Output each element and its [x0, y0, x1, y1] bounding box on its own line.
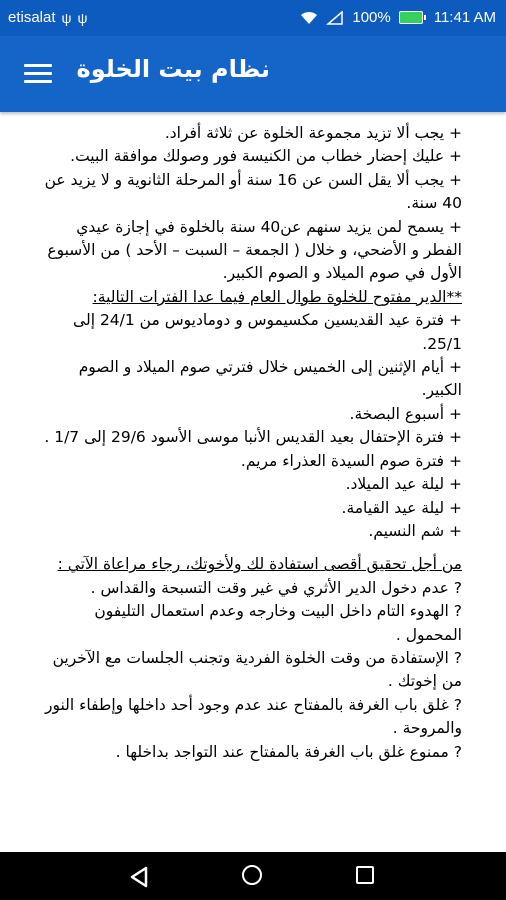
closed-period-item: + أسبوع البصخة. [349, 404, 462, 423]
carrier-name: etisalat [8, 9, 56, 26]
wifi-icon [300, 11, 318, 25]
usb-icon: ψ [61, 9, 72, 26]
battery-icon [399, 11, 426, 24]
rule-line: + عليك إحضار خطاب من الكنيسة فور وصولك موافقة البيت. [70, 147, 462, 166]
rules-heading: من أجل تحقيق أقصى استفادة لك ولأخوتك، رجاء مراعاة الآتي : [57, 555, 462, 574]
navigation-bar [0, 852, 506, 900]
status-bar [0, 0, 506, 36]
closed-period-item: + ليلة عيد القيامة. [341, 498, 462, 517]
conduct-rule: ? غلق باب الغرفة بالمفتاح عند عدم وجود أحد داخلها وإطفاء النور والمروحة . [45, 695, 462, 738]
app-bar [0, 36, 506, 112]
closed-period-item: + فترة صوم السيدة العذراء مريم. [240, 451, 462, 470]
app-title: نظام بيت الخلوة [76, 55, 270, 83]
rule-line: + يجب ألا يقل السن عن 16 سنة أو المرحلة الثانوية و لا يزيد عن 40 سنة. [44, 170, 462, 213]
hamburger-menu-icon[interactable] [24, 64, 52, 84]
closed-period-item: + ليلة عيد الميلاد. [345, 475, 462, 494]
conduct-rule: ? الهدوء التام داخل البيت وخارجه وعدم استعمال التليفون المحمول . [94, 602, 462, 644]
closed-period-item: + أيام الإثنين إلى الخميس خلال فترتي صوم الميلاد و الصوم الكبير. [78, 358, 462, 400]
conduct-rule: ? عدم دخول الدير الأثري في غير وقت التسبحة والقداس . [90, 578, 462, 597]
recent-apps-square-icon[interactable] [356, 866, 374, 884]
conduct-rule: ? الإستفادة من وقت الخلوة الفردية وتجنب الجلسات مع الآخرين من إخوتك . [52, 648, 462, 691]
closed-period-item: + شم النسيم. [368, 521, 462, 540]
rule-line: + يسمح لمن يزيد سنهم عن40 سنة بالخلوة في إجازة عيدي الفطر و الأضحي، و خلال ( الجمعة – السبت – الأحد ) من الأسبوع الأول في صوم الميلاد و الصوم الكبير. [47, 217, 462, 283]
content-scroll-area[interactable] [0, 112, 506, 852]
open-periods-heading: **الدير مفتوح للخلوة طوال العام فيما عدا الفترات التالية: [92, 287, 462, 306]
status-left [8, 9, 88, 26]
status-right [300, 9, 496, 26]
back-triangle-icon[interactable] [128, 866, 150, 888]
battery-percent: 100% [352, 9, 391, 26]
article-text [0, 112, 506, 764]
closed-period-item: + فترة عيد القديسين مكسيموس و دوماديوس من 24/1 إلى 25/1. [73, 311, 462, 353]
home-circle-icon[interactable] [242, 865, 262, 885]
signal-icon [326, 11, 344, 25]
closed-period-item: + فترة الإحتفال بعيد القديس الأنبا موسى الأسود 29/6 إلى 1/7 . [44, 428, 462, 447]
rule-line: + يجب ألا تزيد مجموعة الخلوة عن ثلاثة أفراد. [164, 124, 462, 142]
usb-debug-icon: ψ [77, 9, 88, 26]
clock: 11:41 AM [433, 9, 496, 26]
conduct-rule: ? ممنوع غلق باب الغرفة بالمفتاح عند التواجد بداخلها . [115, 742, 462, 761]
